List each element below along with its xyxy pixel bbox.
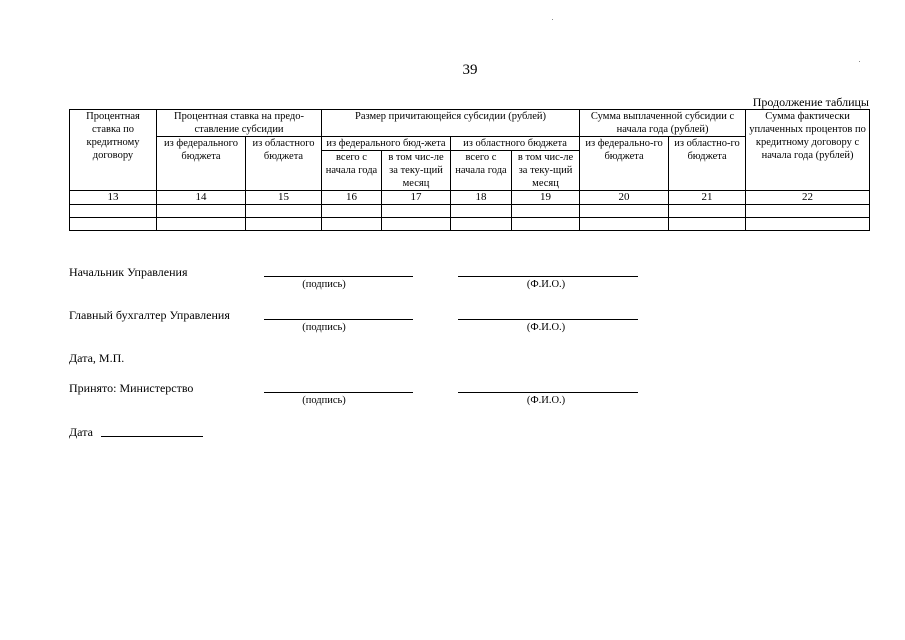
header-cell: Процентная ставка по кредитному договору: [70, 110, 157, 191]
table-cell[interactable]: [512, 205, 580, 218]
header-cell: всего с начала года: [451, 151, 512, 191]
head-of-department-label: Начальник Управления: [69, 265, 188, 279]
header-cell: в том чис-ле за теку-щий месяц: [512, 151, 580, 191]
header-cell: из областного бюджета: [246, 137, 322, 191]
scan-speck: [552, 19, 553, 20]
ministry-name-line[interactable]: [458, 392, 638, 393]
accountant-signature-line[interactable]: [264, 319, 413, 320]
name-caption: (Ф.И.О.): [526, 395, 566, 406]
table-cell[interactable]: [382, 205, 451, 218]
accepted-by-ministry-label: Принято: Министерство: [69, 381, 194, 395]
table-cell[interactable]: [512, 218, 580, 231]
table-cell[interactable]: [580, 205, 669, 218]
header-cell: из федерально-го бюджета: [580, 137, 669, 191]
date-stamp-label: Дата, М.П.: [69, 351, 125, 365]
signature-caption: (подпись): [302, 395, 346, 406]
name-caption: (Ф.И.О.): [526, 322, 566, 333]
header-cell: из федерального бюд-жета: [322, 137, 451, 151]
signature-caption: (подпись): [302, 279, 346, 290]
column-number: 18: [451, 191, 512, 205]
name-caption: (Ф.И.О.): [526, 279, 566, 290]
header-cell: в том чис-ле за теку-щий месяц: [382, 151, 451, 191]
table-cell[interactable]: [669, 205, 746, 218]
header-cell: из федерального бюджета: [157, 137, 246, 191]
head-signature-line[interactable]: [264, 276, 413, 277]
table-cell[interactable]: [746, 205, 870, 218]
header-row-1: [70, 110, 870, 137]
signature-caption: (подпись): [302, 322, 346, 333]
table-cell[interactable]: [246, 205, 322, 218]
column-number: 21: [669, 191, 746, 205]
column-number: 14: [157, 191, 246, 205]
table-cell[interactable]: [246, 218, 322, 231]
table-row: [70, 218, 870, 231]
table-cell[interactable]: [70, 218, 157, 231]
header-cell: Процентная ставка на предо-ставление субсидии: [157, 110, 322, 137]
head-name-line[interactable]: [458, 276, 638, 277]
table-row: [70, 205, 870, 218]
table-cell[interactable]: [746, 218, 870, 231]
column-number: 20: [580, 191, 669, 205]
ministry-signature-line[interactable]: [264, 392, 413, 393]
column-number: 16: [322, 191, 382, 205]
column-number: 17: [382, 191, 451, 205]
chief-accountant-label: Главный бухгалтер Управления: [69, 308, 230, 322]
date-label: Дата: [69, 425, 93, 439]
header-cell: всего с начала года: [322, 151, 382, 191]
table-cell[interactable]: [580, 218, 669, 231]
header-cell: из областного бюджета: [451, 137, 580, 151]
table-cell[interactable]: [322, 205, 382, 218]
table-cell[interactable]: [322, 218, 382, 231]
table-continuation-label: Продолжение таблицы: [752, 95, 869, 109]
header-cell: из областно-го бюджета: [669, 137, 746, 191]
table-cell[interactable]: [451, 218, 512, 231]
column-number: 19: [512, 191, 580, 205]
column-number: 13: [70, 191, 157, 205]
header-cell: Сумма фактически уплаченных процентов по кредитному договору с начала года (рублей): [746, 110, 870, 191]
date-line[interactable]: [101, 436, 203, 437]
table-cell[interactable]: [157, 205, 246, 218]
subsidy-table: [69, 109, 870, 231]
table-cell[interactable]: [382, 218, 451, 231]
table-cell[interactable]: [70, 205, 157, 218]
header-cell: Размер причитающейся субсидии (рублей): [322, 110, 580, 137]
table-cell[interactable]: [669, 218, 746, 231]
table-cell[interactable]: [451, 205, 512, 218]
accountant-name-line[interactable]: [458, 319, 638, 320]
header-cell: Сумма выплаченной субсидии с начала года (рублей): [580, 110, 746, 137]
column-number: 22: [746, 191, 870, 205]
column-number: 15: [246, 191, 322, 205]
column-number-row: [70, 191, 870, 205]
table-cell[interactable]: [157, 218, 246, 231]
page-number: 39: [462, 62, 478, 78]
